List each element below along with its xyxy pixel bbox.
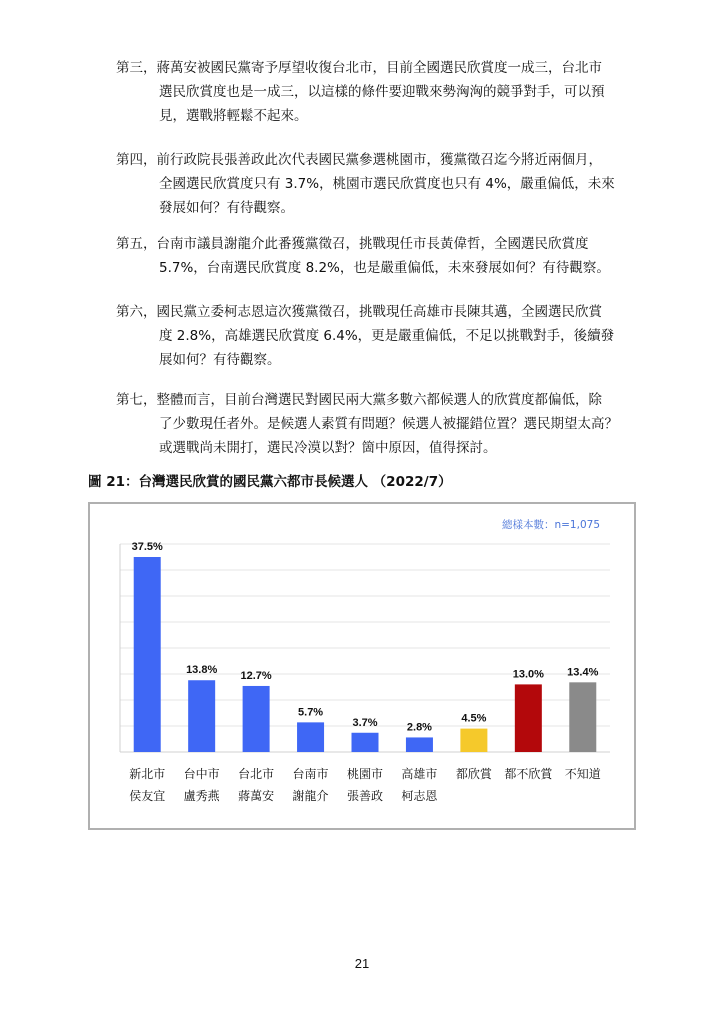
data-label: 13.8%	[186, 664, 218, 677]
paragraph-line: 見，選戰將輕鬆不起來。	[159, 108, 308, 124]
category-label: 不知道	[564, 767, 601, 781]
paragraph-line: 第三，蔣萬安被國民黨寄予厚望收復台北市，目前全國選民欣賞度一成三，台北市	[116, 60, 602, 76]
paragraph-line: 發展如何？有待觀察。	[159, 200, 294, 216]
category-label: 桃園市	[346, 767, 384, 781]
category-label: 台南市	[292, 767, 329, 781]
category-label: 柯志恩	[401, 789, 438, 803]
paragraph-line: 第四，前行政院長張善政此次代表國民黨參選桃園市，獲黨徵召迄今將近兩個月，	[116, 152, 602, 168]
data-label: 3.7%	[352, 716, 378, 729]
bar	[569, 682, 596, 752]
paragraph-line: 選民欣賞度也是一成三，以這樣的條件要迎戰來勢洶洶的競爭對手，可以預	[159, 84, 605, 100]
bar	[406, 737, 433, 752]
paragraph-line: 5.7%，台南選民欣賞度 8.2%，也是嚴重偏低，未來發展如何？有待觀察。	[159, 260, 610, 276]
paragraph-line: 或選戰尚未開打，選民冷漠以對？箇中原因，值得探討。	[159, 440, 497, 456]
paragraph	[116, 232, 646, 280]
data-label: 2.8%	[406, 721, 432, 734]
category-label: 新北市	[129, 767, 166, 781]
paragraph-line: 全國選民欣賞度只有 3.7%，桃園市選民欣賞度也只有 4%，嚴重偏低，未來	[159, 176, 615, 192]
figure-title: 圖 21：台灣選民欣賞的國民黨六都市長候選人 （2022/7）	[88, 474, 452, 490]
bar	[352, 733, 379, 752]
paragraph-line: 第五，台南市議員謝龍介此番獲黨徵召，挑戰現任市長黃偉哲，全國選民欣賞度	[116, 236, 589, 252]
paragraph-line: 展如何？有待觀察。	[159, 352, 281, 368]
category-label: 侯友宜	[129, 789, 166, 803]
data-label: 13.4%	[567, 666, 599, 679]
category-label: 台中市	[183, 767, 220, 781]
paragraph	[116, 56, 646, 128]
data-label: 5.7%	[298, 706, 324, 719]
category-label: 都欣賞	[455, 767, 492, 781]
paragraph	[116, 300, 646, 372]
bar	[460, 729, 487, 752]
bar	[297, 722, 324, 752]
category-label: 高雄市	[401, 767, 438, 781]
paragraph-line: 第六，國民黨立委柯志恩這次獲黨徵召，挑戰現任高雄市長陳其邁，全國選民欣賞	[116, 304, 602, 320]
category-label: 都不欣賞	[504, 767, 553, 781]
paragraph-line: 了少數現任者外。是候選人素質有問題？候選人被擺錯位置？選民期望太高？	[159, 416, 618, 432]
page-number: 21	[354, 956, 370, 971]
category-label: 盧秀燕	[183, 789, 220, 803]
paragraph-line: 第七，整體而言，目前台灣選民對國民兩大黨多數六都候選人的欣賞度都偏低，除	[116, 392, 602, 408]
data-label: 12.7%	[240, 669, 272, 682]
bar-chart	[88, 502, 636, 830]
sample-size-note: 總樣本數：n=1,075	[501, 519, 600, 531]
data-label: 37.5%	[131, 541, 163, 553]
data-label: 13.0%	[512, 668, 544, 681]
category-label: 張善政	[346, 789, 384, 803]
category-label: 蔣萬安	[238, 789, 275, 803]
category-label: 台北市	[238, 767, 275, 781]
data-label: 4.5%	[461, 712, 487, 725]
chart-canvas	[90, 504, 634, 828]
bar	[188, 680, 215, 752]
bar	[243, 686, 270, 752]
paragraph	[116, 148, 646, 220]
bar	[515, 684, 542, 752]
paragraph-line: 度 2.8%，高雄選民欣賞度 6.4%，更是嚴重偏低，不足以挑戰對手，後續發	[159, 328, 615, 344]
bar	[134, 557, 161, 752]
category-label: 謝龍介	[292, 789, 329, 803]
paragraph	[116, 388, 646, 460]
